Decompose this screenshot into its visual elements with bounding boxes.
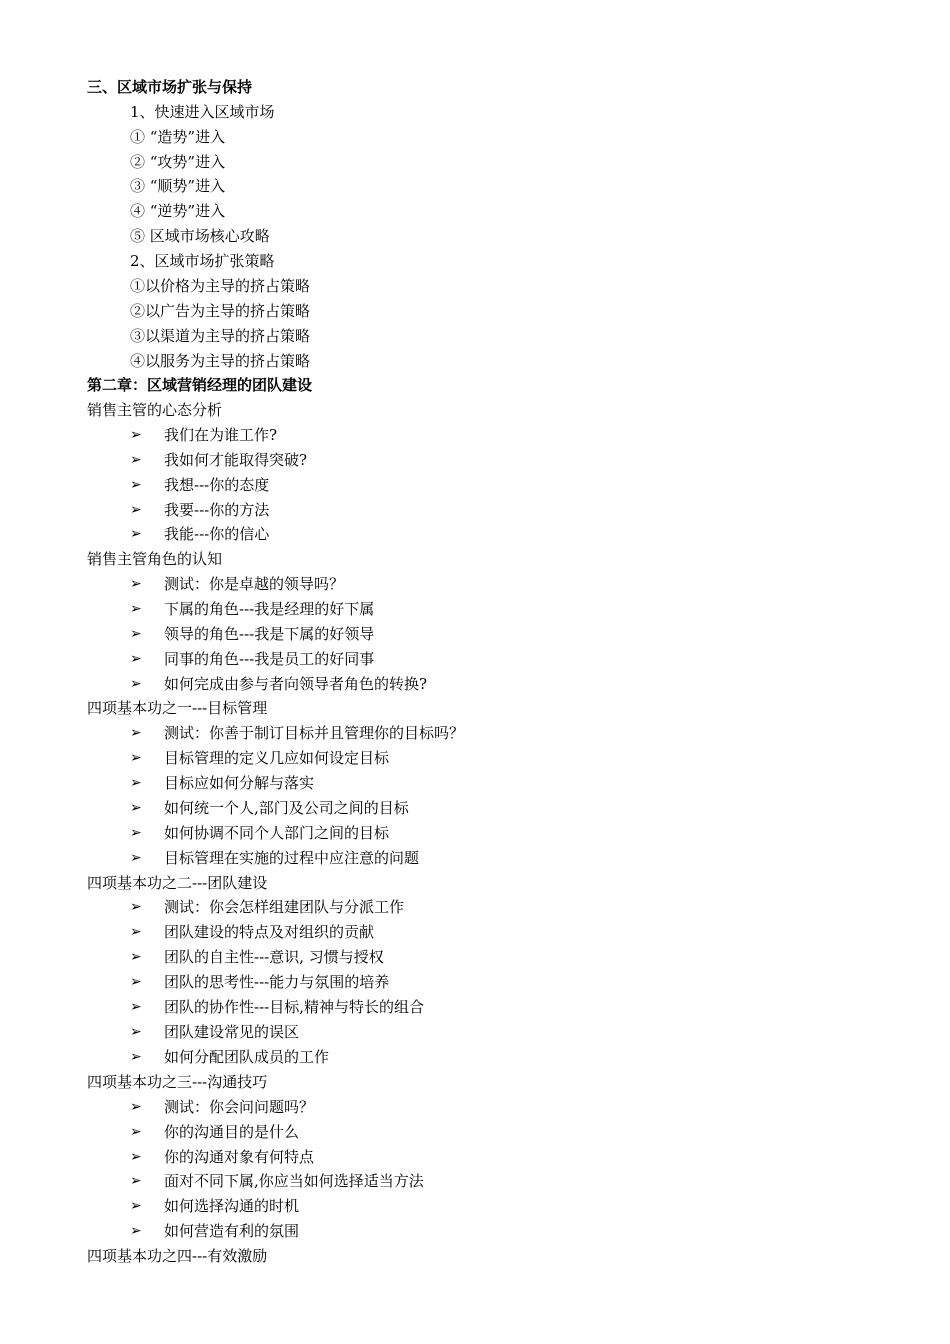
list-item: ⑤ 区域市场核心攻略 bbox=[130, 227, 270, 245]
arrow-bullet-icon: ➢ bbox=[130, 800, 142, 816]
chapter-title: 第二章：区域营销经理的团队建设 bbox=[87, 376, 313, 394]
bullet-item: 面对不同下属,你应当如何选择适当方法 bbox=[164, 1172, 424, 1190]
arrow-bullet-icon: ➢ bbox=[130, 601, 142, 617]
arrow-bullet-icon: ➢ bbox=[130, 924, 142, 940]
arrow-bullet-icon: ➢ bbox=[130, 825, 142, 841]
arrow-bullet-icon: ➢ bbox=[130, 676, 142, 692]
arrow-bullet-icon: ➢ bbox=[130, 626, 142, 642]
bullet-item: 如何完成由参与者向领导者角色的转换? bbox=[164, 675, 428, 693]
bullet-item: 如何统一个人,部门及公司之间的目标 bbox=[164, 799, 409, 817]
bullet-item: 领导的角色---我是下属的好领导 bbox=[164, 625, 375, 643]
bullet-item: 如何营造有利的氛围 bbox=[164, 1222, 300, 1240]
list-item: ④ “逆势”进入 bbox=[130, 202, 226, 220]
bullet-item: 团队建设常见的误区 bbox=[164, 1023, 300, 1041]
group-heading: 销售主管角色的认知 bbox=[87, 550, 223, 568]
bullet-item: 测试：你会怎样组建团队与分派工作 bbox=[164, 898, 405, 916]
bullet-item: 目标应如何分解与落实 bbox=[164, 774, 315, 792]
arrow-bullet-icon: ➢ bbox=[130, 1198, 142, 1214]
arrow-bullet-icon: ➢ bbox=[130, 1049, 142, 1065]
arrow-bullet-icon: ➢ bbox=[130, 452, 142, 468]
subsection-title: 2、区域市场扩张策略 bbox=[130, 252, 275, 270]
list-item: ①以价格为主导的挤占策略 bbox=[130, 277, 311, 295]
arrow-bullet-icon: ➢ bbox=[130, 974, 142, 990]
arrow-bullet-icon: ➢ bbox=[130, 1149, 142, 1165]
arrow-bullet-icon: ➢ bbox=[130, 651, 142, 667]
bullet-item: 我能---你的信心 bbox=[164, 525, 270, 543]
arrow-bullet-icon: ➢ bbox=[130, 1173, 142, 1189]
group-heading: 四项基本功之三---沟通技巧 bbox=[87, 1073, 268, 1091]
bullet-item: 测试：你善于制订目标并且管理你的目标吗？ bbox=[164, 724, 465, 742]
bullet-item: 你的沟通目的是什么 bbox=[164, 1123, 300, 1141]
bullet-item: 下属的角色---我是经理的好下属 bbox=[164, 600, 375, 618]
bullet-item: 同事的角色---我是员工的好同事 bbox=[164, 650, 375, 668]
arrow-bullet-icon: ➢ bbox=[130, 999, 142, 1015]
arrow-bullet-icon: ➢ bbox=[130, 526, 142, 542]
list-item: ②以广告为主导的挤占策略 bbox=[130, 302, 311, 320]
group-heading: 四项基本功之四---有效激励 bbox=[87, 1247, 268, 1265]
arrow-bullet-icon: ➢ bbox=[130, 1124, 142, 1140]
list-item: ② “攻势”进入 bbox=[130, 153, 226, 171]
bullet-item: 团队的协作性---目标,精神与特长的组合 bbox=[164, 998, 424, 1016]
bullet-item: 你的沟通对象有何特点 bbox=[164, 1148, 315, 1166]
group-heading: 四项基本功之二---团队建设 bbox=[87, 874, 268, 892]
bullet-item: 如何选择沟通的时机 bbox=[164, 1197, 300, 1215]
section-title: 三、区域市场扩张与保持 bbox=[87, 78, 253, 96]
arrow-bullet-icon: ➢ bbox=[130, 502, 142, 518]
arrow-bullet-icon: ➢ bbox=[130, 1099, 142, 1115]
arrow-bullet-icon: ➢ bbox=[130, 850, 142, 866]
bullet-item: 目标管理在实施的过程中应注意的问题 bbox=[164, 849, 420, 867]
arrow-bullet-icon: ➢ bbox=[130, 1024, 142, 1040]
list-item: ① “造势”进入 bbox=[130, 128, 226, 146]
bullet-item: 我如何才能取得突破? bbox=[164, 451, 308, 469]
arrow-bullet-icon: ➢ bbox=[130, 477, 142, 493]
arrow-bullet-icon: ➢ bbox=[130, 899, 142, 915]
arrow-bullet-icon: ➢ bbox=[130, 949, 142, 965]
arrow-bullet-icon: ➢ bbox=[130, 750, 142, 766]
bullet-item: 目标管理的定义几应如何设定目标 bbox=[164, 749, 390, 767]
list-item: ④以服务为主导的挤占策略 bbox=[130, 352, 311, 370]
bullet-item: 团队的自主性---意识, 习惯与授权 bbox=[164, 948, 384, 966]
arrow-bullet-icon: ➢ bbox=[130, 725, 142, 741]
bullet-item: 团队建设的特点及对组织的贡献 bbox=[164, 923, 375, 941]
bullet-item: 我们在为谁工作? bbox=[164, 426, 278, 444]
bullet-item: 如何协调不同个人部门之间的目标 bbox=[164, 824, 390, 842]
bullet-item: 测试：你是卓越的领导吗？ bbox=[164, 575, 345, 593]
subsection-title: 1、快速进入区域市场 bbox=[130, 103, 275, 121]
bullet-item: 我想---你的态度 bbox=[164, 476, 270, 494]
arrow-bullet-icon: ➢ bbox=[130, 427, 142, 443]
arrow-bullet-icon: ➢ bbox=[130, 1223, 142, 1239]
bullet-item: 我要---你的方法 bbox=[164, 501, 270, 519]
list-item: ③以渠道为主导的挤占策略 bbox=[130, 327, 311, 345]
list-item: ③ “顺势”进入 bbox=[130, 177, 226, 195]
bullet-item: 团队的思考性---能力与氛围的培养 bbox=[164, 973, 390, 991]
arrow-bullet-icon: ➢ bbox=[130, 775, 142, 791]
bullet-item: 测试：你会问问题吗？ bbox=[164, 1098, 315, 1116]
bullet-item: 如何分配团队成员的工作 bbox=[164, 1048, 330, 1066]
arrow-bullet-icon: ➢ bbox=[130, 576, 142, 592]
group-heading: 销售主管的心态分析 bbox=[87, 401, 223, 419]
group-heading: 四项基本功之一---目标管理 bbox=[87, 699, 268, 717]
